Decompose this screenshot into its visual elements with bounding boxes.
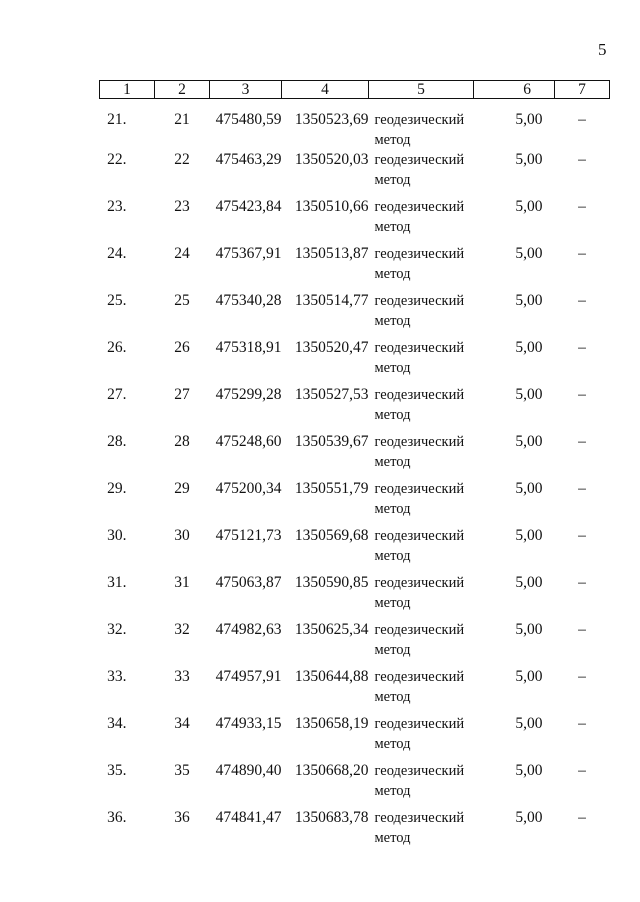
method-line-2: метод bbox=[374, 595, 411, 611]
accuracy-cell bbox=[474, 243, 555, 290]
method-line-1: геодезический bbox=[374, 763, 465, 779]
method-line-2: метод bbox=[374, 501, 411, 517]
accuracy: 5,00 bbox=[515, 621, 543, 638]
coordinate-x-cell bbox=[210, 713, 282, 760]
row-number-cell bbox=[100, 572, 155, 619]
accuracy: 5,00 bbox=[515, 245, 543, 262]
note-cell bbox=[555, 243, 610, 290]
point-id-cell bbox=[155, 572, 210, 619]
method-cell bbox=[369, 290, 474, 337]
note: – bbox=[578, 339, 586, 356]
coordinate-x-cell bbox=[210, 196, 282, 243]
point-id-cell bbox=[155, 196, 210, 243]
row-number: 22. bbox=[107, 151, 127, 168]
table-row bbox=[100, 431, 610, 478]
method-cell bbox=[369, 196, 474, 243]
note-cell bbox=[555, 99, 610, 150]
row-number: 24. bbox=[107, 245, 127, 262]
method-line-2: метод bbox=[374, 219, 411, 235]
accuracy-cell bbox=[474, 525, 555, 572]
method-cell bbox=[369, 713, 474, 760]
note-cell bbox=[555, 149, 610, 196]
coordinate-y: 1350683,78 bbox=[294, 809, 369, 826]
table-row bbox=[100, 384, 610, 431]
coordinates-table bbox=[99, 80, 610, 854]
method-cell bbox=[369, 619, 474, 666]
note: – bbox=[578, 668, 586, 685]
method-line-2: метод bbox=[374, 642, 411, 658]
note-cell bbox=[555, 572, 610, 619]
method-cell bbox=[369, 525, 474, 572]
accuracy-cell bbox=[474, 619, 555, 666]
accuracy-cell bbox=[474, 713, 555, 760]
coordinate-y-cell bbox=[282, 384, 369, 431]
accuracy-cell bbox=[474, 149, 555, 196]
row-number: 25. bbox=[107, 292, 127, 309]
note-cell bbox=[555, 290, 610, 337]
point-id-cell bbox=[155, 337, 210, 384]
method-line-1: геодезический bbox=[374, 434, 465, 450]
method-line-1: геодезический bbox=[374, 340, 465, 356]
point-id-cell bbox=[155, 525, 210, 572]
coordinate-y-cell bbox=[282, 196, 369, 243]
coordinate-y: 1350523,69 bbox=[294, 111, 369, 128]
coordinate-x-cell bbox=[210, 666, 282, 713]
coordinate-x: 475340,28 bbox=[215, 292, 282, 309]
table-row bbox=[100, 713, 610, 760]
note: – bbox=[578, 433, 586, 450]
column-header-3: 3 bbox=[210, 81, 282, 99]
coordinate-x-cell bbox=[210, 290, 282, 337]
coordinate-y-cell bbox=[282, 243, 369, 290]
point-id-cell bbox=[155, 384, 210, 431]
coordinate-x: 474982,63 bbox=[215, 621, 282, 638]
coordinate-y-cell bbox=[282, 807, 369, 854]
table-row bbox=[100, 760, 610, 807]
coordinate-x: 475367,91 bbox=[215, 245, 282, 262]
accuracy: 5,00 bbox=[515, 809, 543, 826]
coordinate-x: 475463,29 bbox=[215, 151, 282, 168]
page-number: 5 bbox=[598, 40, 607, 59]
column-header-7: 7 bbox=[555, 81, 610, 99]
note-cell bbox=[555, 666, 610, 713]
coordinate-x-cell bbox=[210, 384, 282, 431]
table-row bbox=[100, 243, 610, 290]
point-id: 26 bbox=[174, 339, 190, 356]
coordinate-y: 1350569,68 bbox=[294, 527, 369, 544]
method-line-2: метод bbox=[374, 172, 411, 188]
coordinate-x-cell bbox=[210, 760, 282, 807]
note-cell bbox=[555, 384, 610, 431]
coordinate-y-cell bbox=[282, 525, 369, 572]
table-row bbox=[100, 666, 610, 713]
coordinate-y: 1350513,87 bbox=[294, 245, 369, 262]
note: – bbox=[578, 809, 586, 826]
coordinate-y-cell bbox=[282, 760, 369, 807]
point-id-cell bbox=[155, 807, 210, 854]
table-row bbox=[100, 337, 610, 384]
row-number: 23. bbox=[107, 198, 127, 215]
accuracy-cell bbox=[474, 196, 555, 243]
method-line-2: метод bbox=[374, 407, 411, 423]
note-cell bbox=[555, 196, 610, 243]
method-cell bbox=[369, 149, 474, 196]
coordinate-y-cell bbox=[282, 290, 369, 337]
coordinate-x-cell bbox=[210, 337, 282, 384]
accuracy: 5,00 bbox=[515, 762, 543, 779]
method-line-2: метод bbox=[374, 736, 411, 752]
accuracy-cell bbox=[474, 431, 555, 478]
note-cell bbox=[555, 619, 610, 666]
note: – bbox=[578, 715, 586, 732]
coordinate-x-cell bbox=[210, 619, 282, 666]
accuracy-cell bbox=[474, 337, 555, 384]
method-line-1: геодезический bbox=[374, 528, 465, 544]
point-id: 22 bbox=[174, 151, 190, 168]
note-cell bbox=[555, 431, 610, 478]
method-cell bbox=[369, 384, 474, 431]
coordinate-x: 475318,91 bbox=[215, 339, 282, 356]
accuracy-cell bbox=[474, 760, 555, 807]
method-line-2: метод bbox=[374, 830, 411, 846]
table-row bbox=[100, 149, 610, 196]
method-cell bbox=[369, 337, 474, 384]
accuracy: 5,00 bbox=[515, 715, 543, 732]
row-number-cell bbox=[100, 243, 155, 290]
note: – bbox=[578, 245, 586, 262]
row-number-cell bbox=[100, 478, 155, 525]
method-cell bbox=[369, 760, 474, 807]
row-number-cell bbox=[100, 619, 155, 666]
point-id: 31 bbox=[174, 574, 190, 591]
method-line-2: метод bbox=[374, 360, 411, 376]
table-row bbox=[100, 572, 610, 619]
method-line-2: метод bbox=[374, 266, 411, 282]
coordinate-x: 475063,87 bbox=[215, 574, 282, 591]
accuracy: 5,00 bbox=[515, 151, 543, 168]
point-id: 32 bbox=[174, 621, 190, 638]
point-id-cell bbox=[155, 619, 210, 666]
coordinate-y: 1350514,77 bbox=[294, 292, 369, 309]
note: – bbox=[578, 386, 586, 403]
table-row bbox=[100, 525, 610, 572]
accuracy: 5,00 bbox=[515, 198, 543, 215]
method-line-1: геодезический bbox=[374, 810, 465, 826]
point-id: 21 bbox=[174, 111, 190, 128]
column-header-6: 6 bbox=[474, 81, 555, 99]
accuracy: 5,00 bbox=[515, 339, 543, 356]
table-row bbox=[100, 478, 610, 525]
coordinate-x: 475423,84 bbox=[215, 198, 282, 215]
accuracy: 5,00 bbox=[515, 386, 543, 403]
note: – bbox=[578, 111, 586, 128]
row-number-cell bbox=[100, 525, 155, 572]
point-id: 27 bbox=[174, 386, 190, 403]
point-id-cell bbox=[155, 290, 210, 337]
accuracy: 5,00 bbox=[515, 668, 543, 685]
row-number-cell bbox=[100, 384, 155, 431]
note: – bbox=[578, 762, 586, 779]
method-cell bbox=[369, 807, 474, 854]
coordinate-y: 1350668,20 bbox=[294, 762, 369, 779]
method-line-2: метод bbox=[374, 132, 411, 148]
coordinate-x-cell bbox=[210, 525, 282, 572]
point-id-cell bbox=[155, 243, 210, 290]
note-cell bbox=[555, 807, 610, 854]
method-line-2: метод bbox=[374, 313, 411, 329]
coordinate-y: 1350644,88 bbox=[294, 668, 369, 685]
note: – bbox=[578, 574, 586, 591]
coordinate-y: 1350520,03 bbox=[294, 151, 369, 168]
row-number: 26. bbox=[107, 339, 127, 356]
point-id: 36 bbox=[174, 809, 190, 826]
coordinate-y-cell bbox=[282, 478, 369, 525]
row-number: 33. bbox=[107, 668, 127, 685]
point-id: 29 bbox=[174, 480, 190, 497]
accuracy: 5,00 bbox=[515, 480, 543, 497]
point-id: 35 bbox=[174, 762, 190, 779]
method-line-1: геодезический bbox=[374, 622, 465, 638]
coordinate-x-cell bbox=[210, 99, 282, 150]
column-header-1: 1 bbox=[100, 81, 155, 99]
note-cell bbox=[555, 478, 610, 525]
accuracy-cell bbox=[474, 384, 555, 431]
coordinate-x: 475480,59 bbox=[215, 111, 282, 128]
row-number-cell bbox=[100, 196, 155, 243]
method-cell bbox=[369, 478, 474, 525]
note: – bbox=[578, 151, 586, 168]
note: – bbox=[578, 621, 586, 638]
method-line-1: геодезический bbox=[374, 387, 465, 403]
method-line-2: метод bbox=[374, 783, 411, 799]
point-id-cell bbox=[155, 99, 210, 150]
note-cell bbox=[555, 713, 610, 760]
row-number-cell bbox=[100, 149, 155, 196]
coordinate-x: 475299,28 bbox=[215, 386, 282, 403]
row-number-cell bbox=[100, 431, 155, 478]
accuracy-cell bbox=[474, 572, 555, 619]
row-number: 30. bbox=[107, 527, 127, 544]
method-line-1: геодезический bbox=[374, 152, 465, 168]
accuracy-cell bbox=[474, 666, 555, 713]
method-line-1: геодезический bbox=[374, 246, 465, 262]
method-cell bbox=[369, 431, 474, 478]
note-cell bbox=[555, 525, 610, 572]
coordinate-y-cell bbox=[282, 572, 369, 619]
coordinate-y: 1350520,47 bbox=[294, 339, 369, 356]
point-id: 33 bbox=[174, 668, 190, 685]
method-line-2: метод bbox=[374, 548, 411, 564]
coordinate-y: 1350590,85 bbox=[294, 574, 369, 591]
coordinate-x: 475248,60 bbox=[215, 433, 282, 450]
point-id-cell bbox=[155, 760, 210, 807]
accuracy: 5,00 bbox=[515, 111, 543, 128]
method-line-1: геодезический bbox=[374, 112, 465, 128]
row-number-cell bbox=[100, 807, 155, 854]
accuracy: 5,00 bbox=[515, 433, 543, 450]
coordinate-x-cell bbox=[210, 431, 282, 478]
accuracy-cell bbox=[474, 290, 555, 337]
accuracy: 5,00 bbox=[515, 574, 543, 591]
coordinate-y: 1350510,66 bbox=[294, 198, 369, 215]
note: – bbox=[578, 292, 586, 309]
row-number: 32. bbox=[107, 621, 127, 638]
row-number-cell bbox=[100, 666, 155, 713]
row-number-cell bbox=[100, 760, 155, 807]
method-line-2: метод bbox=[374, 454, 411, 470]
note: – bbox=[578, 480, 586, 497]
column-header-4: 4 bbox=[282, 81, 369, 99]
coordinate-y: 1350539,67 bbox=[294, 433, 369, 450]
coordinate-x-cell bbox=[210, 572, 282, 619]
accuracy: 5,00 bbox=[515, 527, 543, 544]
table-row bbox=[100, 290, 610, 337]
method-line-2: метод bbox=[374, 689, 411, 705]
coordinate-y: 1350551,79 bbox=[294, 480, 369, 497]
row-number-cell bbox=[100, 337, 155, 384]
note: – bbox=[578, 527, 586, 544]
coordinate-x-cell bbox=[210, 149, 282, 196]
coordinate-y-cell bbox=[282, 99, 369, 150]
column-header-5: 5 bbox=[369, 81, 474, 99]
coordinate-x-cell bbox=[210, 807, 282, 854]
point-id-cell bbox=[155, 478, 210, 525]
column-header-2: 2 bbox=[155, 81, 210, 99]
coordinate-x: 475121,73 bbox=[215, 527, 282, 544]
row-number: 34. bbox=[107, 715, 127, 732]
row-number: 35. bbox=[107, 762, 127, 779]
point-id-cell bbox=[155, 431, 210, 478]
point-id: 28 bbox=[174, 433, 190, 450]
coordinate-x: 474841,47 bbox=[215, 809, 282, 826]
point-id-cell bbox=[155, 149, 210, 196]
row-number-cell bbox=[100, 290, 155, 337]
table-header-row bbox=[100, 81, 610, 99]
point-id: 23 bbox=[174, 198, 190, 215]
coordinate-y: 1350527,53 bbox=[294, 386, 369, 403]
coordinate-x: 474933,15 bbox=[215, 715, 282, 732]
coordinate-x-cell bbox=[210, 478, 282, 525]
coordinate-y-cell bbox=[282, 149, 369, 196]
row-number: 27. bbox=[107, 386, 127, 403]
coordinate-y-cell bbox=[282, 666, 369, 713]
method-line-1: геодезический bbox=[374, 716, 465, 732]
point-id: 24 bbox=[174, 245, 190, 262]
point-id: 30 bbox=[174, 527, 190, 544]
coordinate-y-cell bbox=[282, 713, 369, 760]
method-cell bbox=[369, 666, 474, 713]
method-line-1: геодезический bbox=[374, 481, 465, 497]
method-line-1: геодезический bbox=[374, 575, 465, 591]
table-row bbox=[100, 196, 610, 243]
accuracy-cell bbox=[474, 807, 555, 854]
method-cell bbox=[369, 572, 474, 619]
table-row bbox=[100, 99, 610, 150]
coordinate-x: 475200,34 bbox=[215, 480, 282, 497]
row-number: 21. bbox=[107, 111, 127, 128]
row-number-cell bbox=[100, 99, 155, 150]
row-number: 28. bbox=[107, 433, 127, 450]
point-id: 25 bbox=[174, 292, 190, 309]
method-line-1: геодезический bbox=[374, 669, 465, 685]
row-number: 29. bbox=[107, 480, 127, 497]
note: – bbox=[578, 198, 586, 215]
coordinate-y-cell bbox=[282, 337, 369, 384]
method-cell bbox=[369, 243, 474, 290]
coordinate-x: 474957,91 bbox=[215, 668, 282, 685]
row-number: 31. bbox=[107, 574, 127, 591]
coordinate-y: 1350625,34 bbox=[294, 621, 369, 638]
point-id-cell bbox=[155, 713, 210, 760]
method-line-1: геодезический bbox=[374, 199, 465, 215]
coordinate-y: 1350658,19 bbox=[294, 715, 369, 732]
coordinate-x-cell bbox=[210, 243, 282, 290]
table-row bbox=[100, 807, 610, 854]
point-id: 34 bbox=[174, 715, 190, 732]
coordinate-x: 474890,40 bbox=[215, 762, 282, 779]
point-id-cell bbox=[155, 666, 210, 713]
note-cell bbox=[555, 337, 610, 384]
accuracy: 5,00 bbox=[515, 292, 543, 309]
coordinate-y-cell bbox=[282, 619, 369, 666]
coordinate-y-cell bbox=[282, 431, 369, 478]
row-number: 36. bbox=[107, 809, 127, 826]
method-line-1: геодезический bbox=[374, 293, 465, 309]
accuracy-cell bbox=[474, 99, 555, 150]
method-cell bbox=[369, 99, 474, 150]
table-row bbox=[100, 619, 610, 666]
note-cell bbox=[555, 760, 610, 807]
accuracy-cell bbox=[474, 478, 555, 525]
row-number-cell bbox=[100, 713, 155, 760]
table-body bbox=[100, 99, 610, 855]
